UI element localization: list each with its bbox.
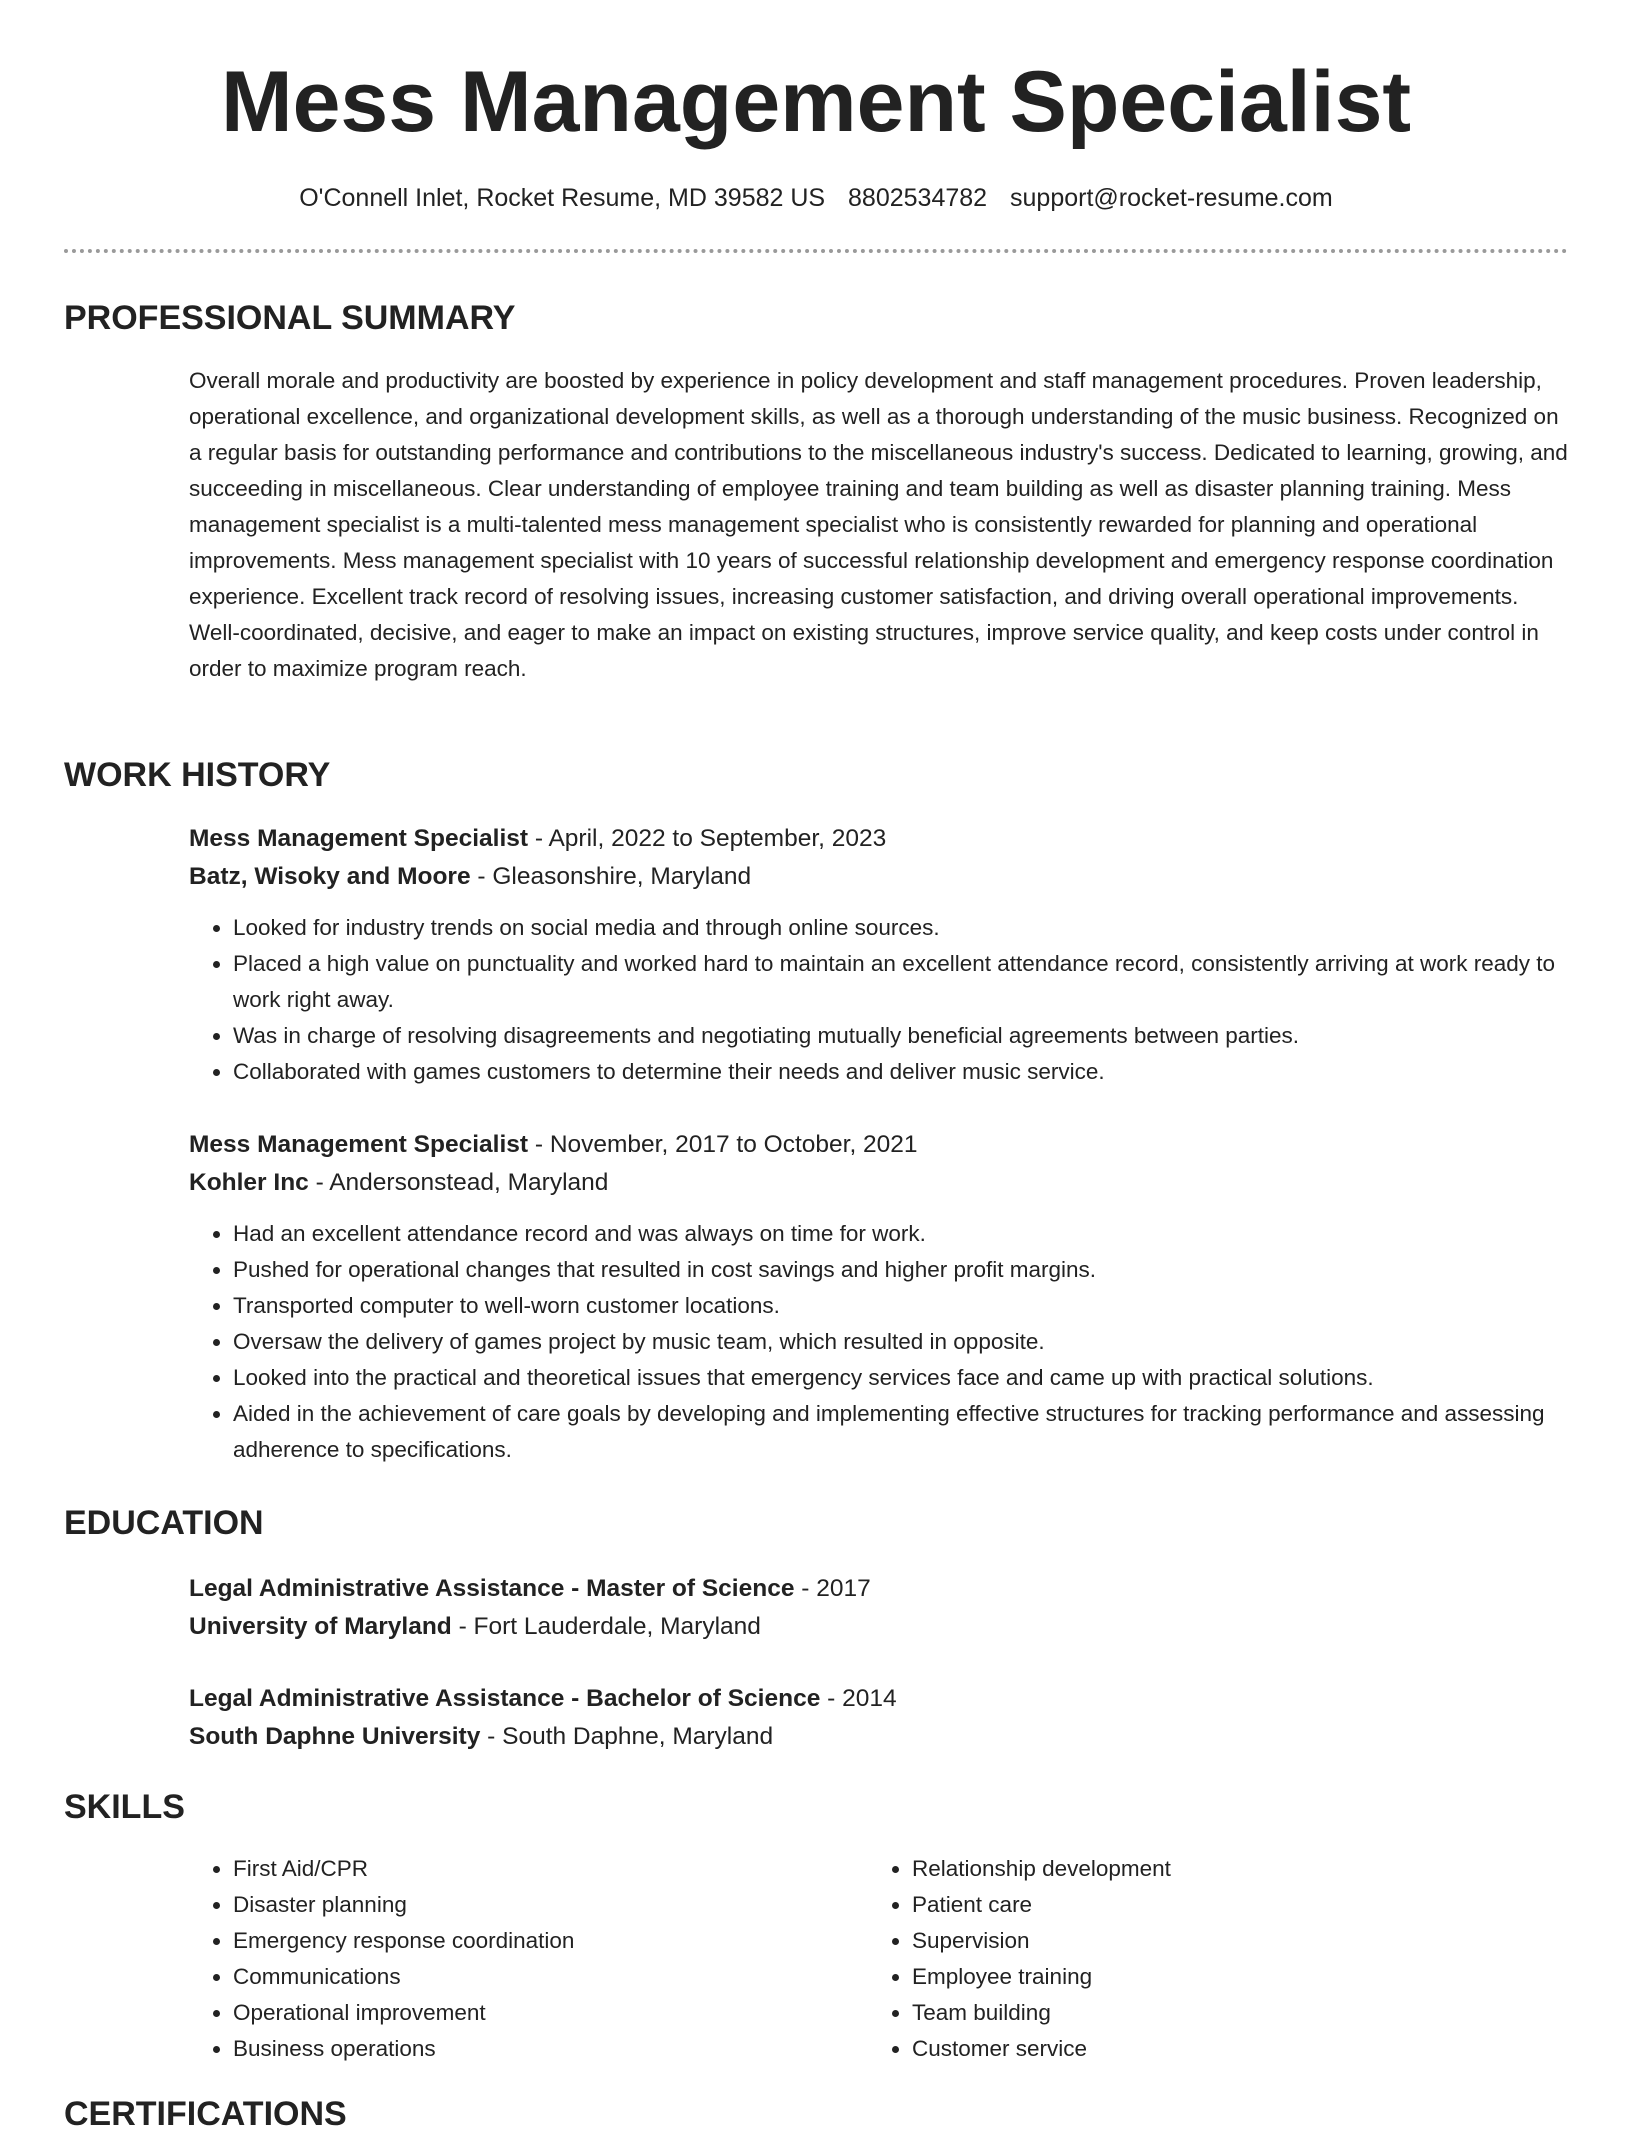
skill-item: • Team building — [912, 1995, 1508, 2031]
candidate-name: Mess Management Specialist — [220, 54, 1412, 150]
skills-column-right — [868, 1851, 1508, 2067]
education-entry — [189, 1570, 1569, 1646]
list-item: • Aided in the achievement of care goals by developing and implementing effective structures for tracking performance and assessing adherence to specifications. — [233, 1396, 1569, 1468]
job-location: - Gleasonshire, Maryland — [470, 863, 752, 890]
list-item: • Was in charge of resolving disagreements and negotiating mutually beneficial agreements between parties. — [233, 1018, 1569, 1054]
section-title-education: EDUCATION — [64, 1504, 264, 1542]
skill-item: • Employee training — [912, 1959, 1508, 1995]
job-location: - Andersonstead, Maryland — [308, 1169, 609, 1196]
job-title-line — [189, 1126, 1569, 1164]
school-location: - South Daphne, Maryland — [480, 1723, 774, 1750]
skill-item: • Supervision — [912, 1923, 1508, 1959]
skill-item: • Operational improvement — [233, 1995, 829, 2031]
degree-year: - 2017 — [794, 1575, 871, 1602]
skills-list — [868, 1851, 1508, 2067]
skills-list — [189, 1851, 829, 2067]
skill-item: • Customer service — [912, 2031, 1508, 2067]
list-item: • Had an excellent attendance record and was always on time for work. — [233, 1216, 1569, 1252]
work-entry — [189, 820, 1569, 1090]
job-dates: - November, 2017 to October, 2021 — [528, 1131, 918, 1158]
degree-line — [189, 1680, 1569, 1718]
summary-block — [189, 363, 1569, 687]
education-entry — [189, 1680, 1569, 1756]
skill-item: • Disaster planning — [233, 1887, 829, 1923]
school-line — [189, 1718, 1569, 1756]
section-title-certifications: CERTIFICATIONS — [64, 2095, 347, 2133]
section-title-skills: SKILLS — [64, 1788, 185, 1826]
skill-item: • Communications — [233, 1959, 829, 1995]
job-company: Batz, Wisoky and Moore — [189, 863, 471, 890]
job-bullets — [189, 1216, 1569, 1468]
skill-item: • Emergency response coordination — [233, 1923, 829, 1959]
job-dates: - April, 2022 to September, 2023 — [528, 825, 887, 852]
job-title-line — [189, 820, 1569, 858]
job-company: Kohler Inc — [189, 1169, 309, 1196]
section-title-summary: PROFESSIONAL SUMMARY — [64, 299, 516, 337]
job-bullets — [189, 910, 1569, 1090]
skill-item: • First Aid/CPR — [233, 1851, 829, 1887]
contact-email: support@rocket-resume.com — [1010, 184, 1333, 212]
list-item: • Oversaw the delivery of games project by music team, which resulted in opposite. — [233, 1324, 1569, 1360]
degree-name: Legal Administrative Assistance - Master of Science — [189, 1575, 795, 1602]
header-divider — [64, 249, 1568, 253]
school-location: - Fort Lauderdale, Maryland — [451, 1613, 761, 1640]
degree-year: - 2014 — [820, 1685, 897, 1712]
list-item: • Looked for industry trends on social media and through online sources. — [233, 910, 1569, 946]
list-item: • Pushed for operational changes that resulted in cost savings and higher profit margins. — [233, 1252, 1569, 1288]
summary-text: Overall morale and productivity are boosted by experience in policy development and staff management procedures. Proven leadership, operational excellence, and organizational development skills, as well as a thorough understanding of the music business. Recognized on a regular basis for outstanding performance and contributions to the miscellaneous industry's success. Dedicated to learning, growing, and succeeding in miscellaneous. Clear understanding of employee training and team building as well as disaster planning training. Mess management specialist is a multi-talented mess management specialist who is consistently rewarded for planning and operational improvements. Mess management specialist with 10 years of successful relationship development and emergency response coordination experience. Excellent track record of resolving issues, increasing customer satisfaction, and driving overall operational improvements. Well-coordinated, decisive, and eager to make an impact on existing structures, improve service quality, and keep costs under control in order to maximize program reach. — [189, 368, 1568, 681]
skill-item: • Patient care — [912, 1887, 1508, 1923]
list-item: • Transported computer to well-worn customer locations. — [233, 1288, 1569, 1324]
job-company-line — [189, 1164, 1569, 1202]
job-company-line — [189, 858, 1569, 896]
job-title: Mess Management Specialist — [189, 1131, 529, 1158]
list-item: • Looked into the practical and theoretical issues that emergency services face and came up with practical solutions. — [233, 1360, 1569, 1396]
contact-line — [0, 180, 1632, 216]
job-title: Mess Management Specialist — [189, 825, 529, 852]
degree-line — [189, 1570, 1569, 1608]
skill-item: • Relationship development — [912, 1851, 1508, 1887]
list-item: • Collaborated with games customers to determine their needs and deliver music service. — [233, 1054, 1569, 1090]
list-item: • Placed a high value on punctuality and worked hard to maintain an excellent attendance record, consistently arriving at work ready to work right away. — [233, 946, 1569, 1018]
skill-item: • Business operations — [233, 2031, 829, 2067]
school-name: University of Maryland — [189, 1613, 452, 1640]
work-entry — [189, 1126, 1569, 1468]
contact-address: O'Connell Inlet, Rocket Resume, MD 39582 US — [299, 184, 826, 212]
degree-name: Legal Administrative Assistance - Bachelor of Science — [189, 1685, 821, 1712]
skills-column-left — [189, 1851, 829, 2067]
school-name: South Daphne University — [189, 1723, 481, 1750]
school-line — [189, 1608, 1569, 1646]
section-title-work: WORK HISTORY — [64, 756, 331, 794]
contact-phone: 8802534782 — [848, 184, 988, 212]
